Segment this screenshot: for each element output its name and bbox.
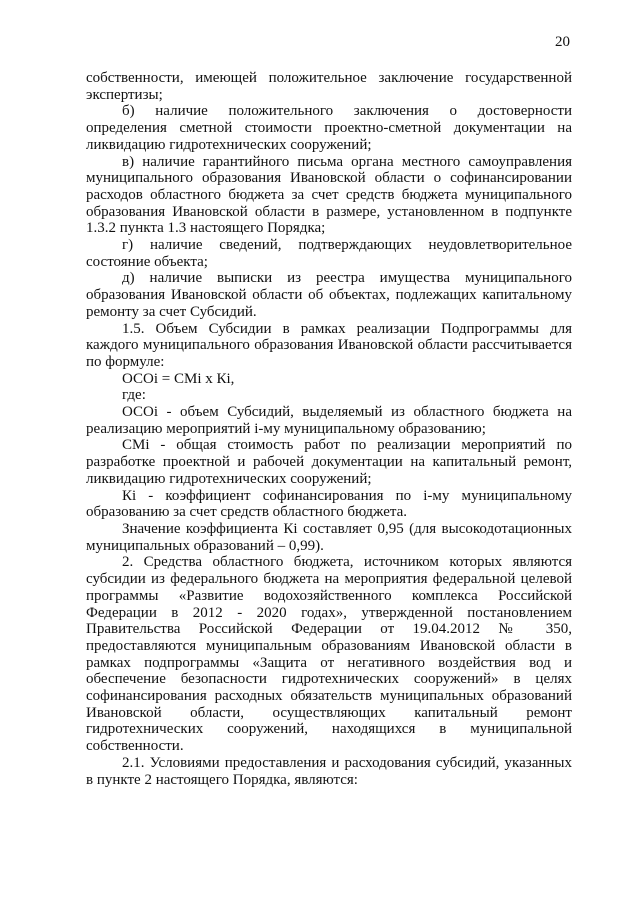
paragraph-2-1: 2.1. Условиями предоставления и расходования субсидий, указанных в пункте 2 настоящего Порядка, являются:	[86, 754, 572, 788]
formula-def-osoi: ОСОi - объем Субсидий, выделяемый из областного бюджета на реализацию мероприятий i-му муниципальному образованию;	[86, 404, 572, 437]
page-number: 20	[555, 34, 570, 50]
paragraph-1-5: 1.5. Объем Субсидии в рамках реализации Подпрограммы для каждого муниципального образования Ивановской области рассчитывается по формуле:	[86, 320, 572, 370]
paragraph-continuation: собственности, имеющей положительное заключение государственной экспертизы;	[86, 70, 572, 103]
formula-def-smi: СМi - общая стоимость работ по реализации мероприятий по разработке проектной и рабочей документации на капитальный ремонт, ликвидацию гидротехнических сооружений;	[86, 437, 572, 487]
paragraph-item-d: д) наличие выписки из реестра имущества муниципального образования Ивановской области об объектах, подлежащих капитальному ремонту за счет Субсидий.	[86, 270, 572, 320]
formula-where: где:	[122, 387, 146, 404]
formula: ОСОi = СМi x Кi,	[122, 370, 235, 387]
paragraph-item-v: в) наличие гарантийного письма органа местного самоуправления муниципального образования Ивановской области о софинансировании расходов областного бюджета за счет средств бюджета муниципального образования Ивановской области в размере, установленном в подпункте 1.3.2 пункта 1.3 настоящего Порядка;	[86, 153, 572, 237]
paragraph-item-g: г) наличие сведений, подтверждающих неудовлетворительное состояние объекта;	[86, 237, 572, 270]
paragraph-item-b: б) наличие положительного заключения о достоверности определения сметной стоимости проектно-сметной документации на ликвидацию гидротехнических сооружений;	[86, 103, 572, 153]
coefficient-value: Значение коэффициента Кi составляет 0,95 (для высокодотационных муниципальных образований – 0,99).	[86, 520, 572, 554]
document-body	[86, 70, 572, 788]
paragraph-2: 2. Средства областного бюджета, источником которых являются субсидии из федерального бюджета на мероприятия федеральной целевой программы «Развитие водохозяйственного комплекса Российской Федерации в 2012 - 2020 годах», утвержденной постановлением Правительства Российской Федерации от 19.04.2012 № 350, предоставляются муниципальным образованиям Ивановской области в рамках подпрограммы «Защита от негативного воздействия вод и обеспечение безопасности гидротехнических сооружений» в целях софинансирования расходных обязательств муниципальных образований Ивановской области, осуществляющих капитальный ремонт гидротехнических сооружений, находящихся в муниципальной собственности.	[86, 554, 572, 755]
formula-def-ki: Кi - коэффициент софинансирования по i-му муниципальному образованию за счет средств областного бюджета.	[86, 487, 572, 521]
